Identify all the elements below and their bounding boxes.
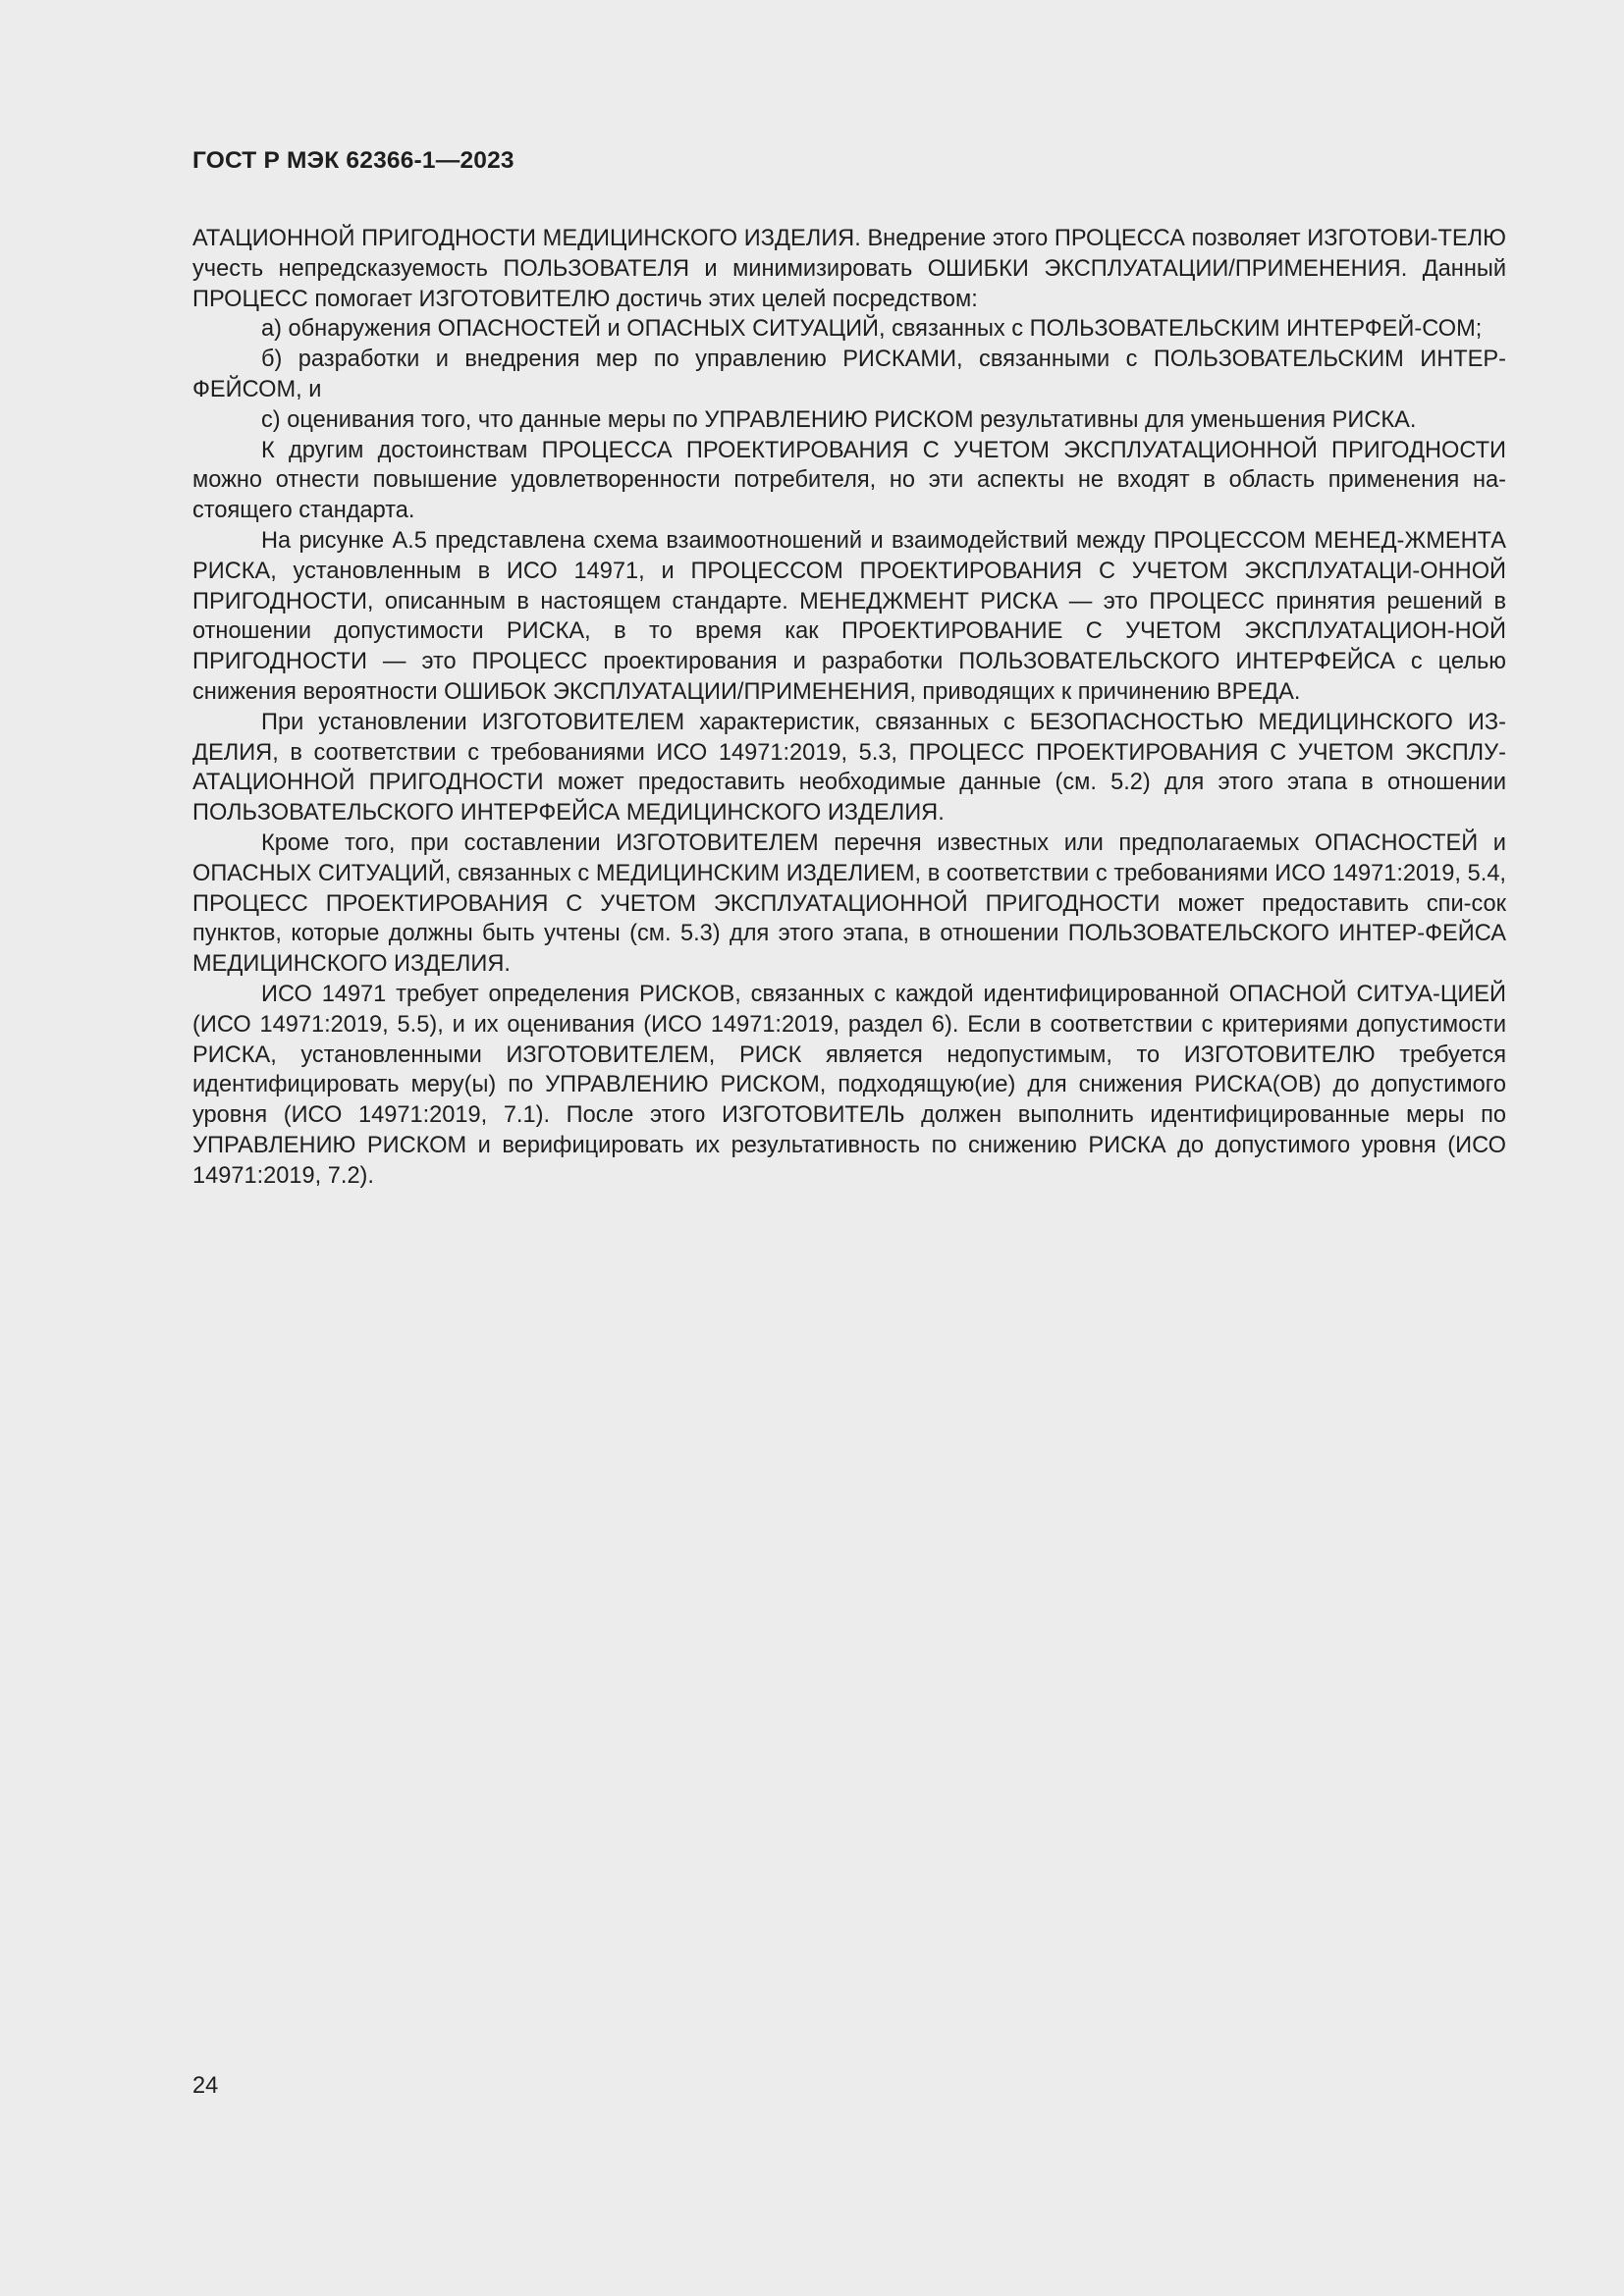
list-item-c: с) оценивания того, что данные меры по УПРАВЛЕНИЮ РИСКОМ результативны для уменьшения РИСКА. [261,406,1417,433]
paragraph-figure-a5: На рисунке А.5 представлена схема взаимоотношений и взаимодействий между ПРОЦЕССОМ МЕНЕД-ЖМЕНТА РИСКА, установленным в ИСО 14971, и ПРОЦЕССОМ ПРОЕКТИРОВАНИЯ С УЧЕТОМ ЭКСПЛУАТАЦИ-ОННОЙ ПРИГОДНОСТИ, описанным в настоящем стандарте. МЕНЕДЖМЕНТ РИСКА — это ПРОЦЕСС принятия решений в отношении допустимости РИСКА, в то время как ПРОЕКТИРОВАНИЕ С УЧЕТОМ ЭКСПЛУАТАЦИОН-НОЙ ПРИГОДНОСТИ — это ПРОЦЕСС проектирования и разработки ПОЛЬЗОВАТЕЛЬСКОГО ИНТЕРФЕЙСА с целью снижения вероятности ОШИБОК ЭКСПЛУАТАЦИИ/ПРИМЕНЕНИЯ, приводящих к причинению ВРЕДА. [192,527,1506,705]
body-text [192,224,1506,1192]
list-item-b: б) разработки и внедрения мер по управлению РИСКАМИ, связанными с ПОЛЬЗОВАТЕЛЬСКИМ ИНТЕР-ФЕЙСОМ, и [192,347,1506,402]
paragraph-hazards-list: Кроме того, при составлении ИЗГОТОВИТЕЛЕМ перечня известных или предполагаемых ОПАСНОСТЕЙ и ОПАСНЫХ СИТУАЦИЙ, связанных с МЕДИЦИНСКИМ ИЗДЕЛИЕМ, в соответствии с требованиями ИСО 14971:2019, 5.4, ПРОЦЕСС ПРОЕКТИРОВАНИЯ С УЧЕТОМ ЭКСПЛУАТАЦИОННОЙ ПРИГОДНОСТИ может предоставить спи-сок пунктов, которые должны быть учтены (см. 5.3) для этого этапа, в отношении ПОЛЬЗОВАТЕЛЬСКОГО ИНТЕР-ФЕЙСА МЕДИЦИНСКОГО ИЗДЕЛИЯ. [192,829,1506,978]
page-number: 24 [192,2073,219,2099]
paragraph-risk-control: ИСО 14971 требует определения РИСКОВ, связанных с каждой идентифицированной ОПАСНОЙ СИТУА-ЦИЕЙ (ИСО 14971:2019, 5.5), и их оценивания (ИСО 14971:2019, раздел 6). Если в соответствии с критериями допустимости РИСКА, установленными ИЗГОТОВИТЕЛЕМ, РИСК является недопустимым, то ИЗГОТОВИТЕЛЮ требуется идентифицировать меру(ы) по УПРАВЛЕНИЮ РИСКОМ, подходящую(ие) для снижения РИСКА(ОВ) до допустимого уровня (ИСО 14971:2019, 7.1). После этого ИЗГОТОВИТЕЛЬ должен выполнить идентифицированные меры по УПРАВЛЕНИЮ РИСКОМ и верифицировать их результативность по снижению РИСКА до допустимого уровня (ИСО 14971:2019, 7.2). [192,981,1506,1189]
paragraph-advantages: К другим достоинствам ПРОЦЕССА ПРОЕКТИРОВАНИЯ С УЧЕТОМ ЭКСПЛУАТАЦИОННОЙ ПРИГОДНОСТИ можно отнести повышение удовлетворенности потребителя, но эти аспекты не входят в область применения на-стоящего стандарта. [192,437,1506,524]
list-item-a: а) обнаружения ОПАСНОСТЕЙ и ОПАСНЫХ СИТУАЦИЙ, связанных с ПОЛЬЗОВАТЕЛЬСКИМ ИНТЕРФЕЙ-СОМ; [261,316,1483,343]
document-header: ГОСТ Р МЭК 62366-1—2023 [192,147,514,174]
paragraph-safety-characteristics: При установлении ИЗГОТОВИТЕЛЕМ характеристик, связанных с БЕЗОПАСНОСТЬЮ МЕДИЦИНСКОГО ИЗ-ДЕЛИЯ, в соответствии с требованиями ИСО 14971:2019, 5.3, ПРОЦЕСС ПРОЕКТИРОВАНИЯ С УЧЕТОМ ЭКСПЛУ-АТАЦИОННОЙ ПРИГОДНОСТИ может предоставить необходимые данные (см. 5.2) для этого этапа в отношении ПОЛЬЗОВАТЕЛЬСКОГО ИНТЕРФЕЙСА МЕДИЦИНСКОГО ИЗДЕЛИЯ. [192,709,1506,827]
paragraph-continuation: АТАЦИОННОЙ ПРИГОДНОСТИ МЕДИЦИНСКОГО ИЗДЕЛИЯ. Внедрение этого ПРОЦЕССА позволяет ИЗГОТОВИ-ТЕЛЮ учесть непредсказуемость ПОЛЬЗОВАТЕЛЯ и минимизировать ОШИБКИ ЭКСПЛУАТАЦИИ/ПРИМЕНЕНИЯ. Данный ПРОЦЕСС помогает ИЗГОТОВИТЕЛЮ достичь этих целей посредством: [192,226,1506,312]
